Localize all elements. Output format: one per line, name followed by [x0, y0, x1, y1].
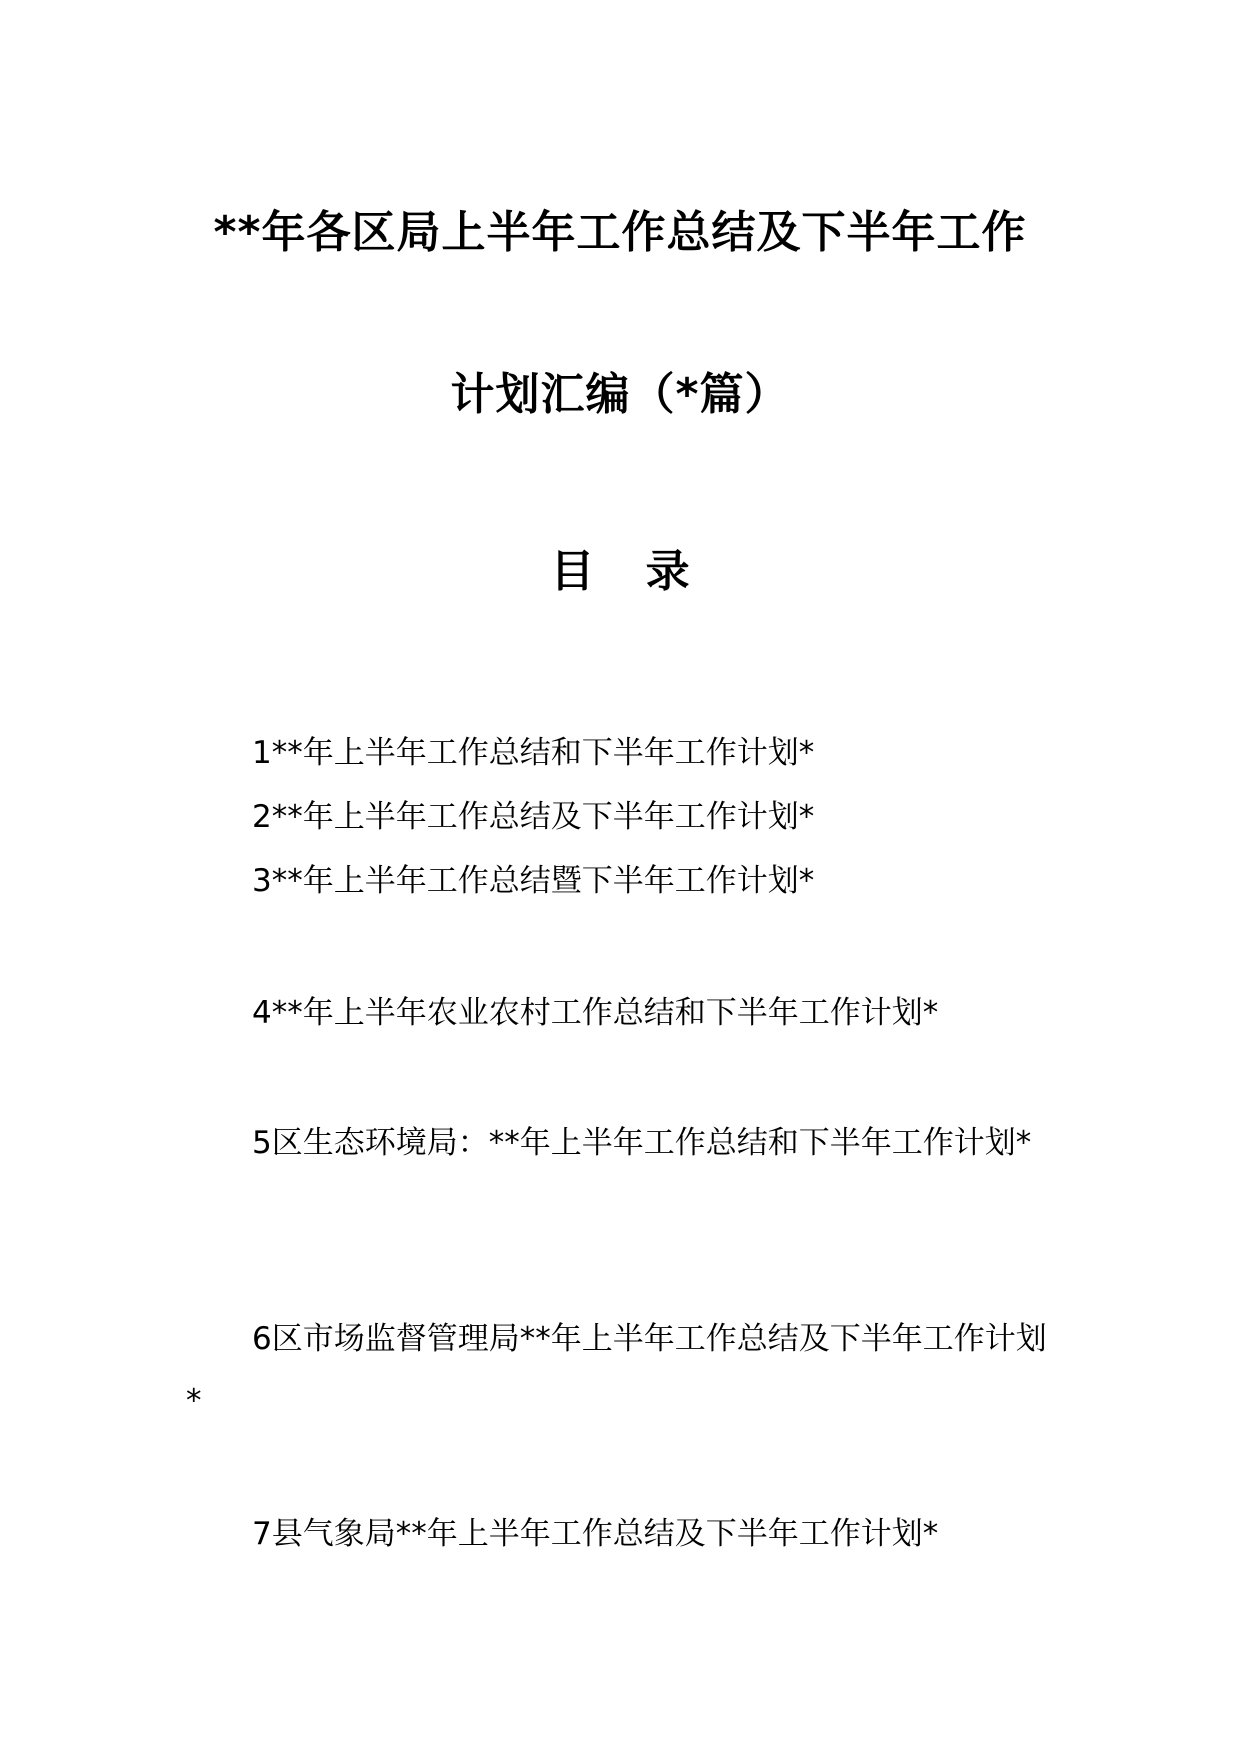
toc-item: 3**年上半年工作总结暨下半年工作计划* [252, 863, 815, 899]
toc-item: 5区生态环境局：**年上半年工作总结和下半年工作计划* [252, 1125, 1032, 1161]
document-title-line-1: **年各区局上半年工作总结及下半年工作 [213, 207, 1027, 258]
toc-heading: 目 录 [550, 546, 708, 597]
toc-item: 1**年上半年工作总结和下半年工作计划* [252, 735, 815, 771]
toc-item: 2**年上半年工作总结及下半年工作计划* [252, 799, 815, 835]
toc-item: 7县气象局**年上半年工作总结及下半年工作计划* [252, 1516, 939, 1552]
toc-item: 4**年上半年农业农村工作总结和下半年工作计划* [252, 995, 939, 1031]
document-title-line-2: 计划汇编（*篇） [450, 369, 790, 420]
toc-item: 6区市场监督管理局**年上半年工作总结及下半年工作计划* [186, 1321, 1047, 1419]
